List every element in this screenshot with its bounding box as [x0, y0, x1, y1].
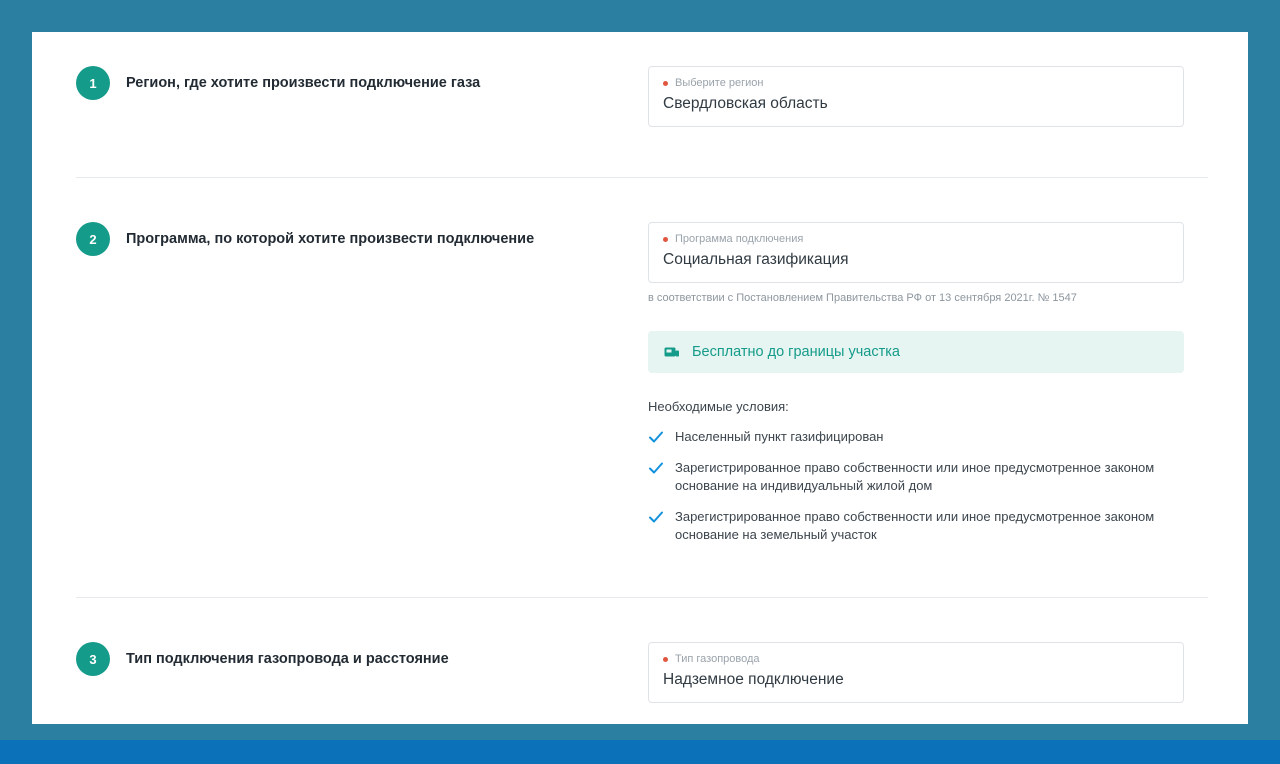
- pipe-type-select-value: Надземное подключение: [663, 671, 844, 688]
- program-select-value: Социальная газификация: [663, 251, 849, 268]
- step-region-content: [648, 66, 1208, 127]
- step-region-header: [76, 66, 648, 100]
- step-pipe-type: [32, 642, 1248, 703]
- condition-text: Зарегистрированное право собственности или иное предусмотренное законом основание на земельный участок: [675, 509, 1155, 542]
- check-icon: [648, 460, 664, 476]
- gas-free-icon: [664, 346, 680, 359]
- step-pipe-type-header: [76, 642, 648, 676]
- step-program-header: [76, 222, 648, 256]
- program-select-label: [663, 233, 1169, 245]
- gap-4: [32, 598, 1248, 642]
- region-select[interactable]: [648, 66, 1184, 127]
- step-pipe-type-content: [648, 642, 1208, 703]
- gap-3: [32, 557, 1248, 597]
- step-number-badge: 1: [76, 66, 110, 100]
- region-select-label-text: Выберите регион: [675, 77, 764, 89]
- condition-text: Населенный пункт газифицирован: [675, 429, 884, 444]
- step-program-content: [648, 222, 1208, 557]
- condition-item: [648, 459, 1188, 495]
- card-top-spacer: [32, 32, 1248, 66]
- pipe-type-select[interactable]: [648, 642, 1184, 703]
- bottom-strip: [0, 740, 1280, 764]
- step-number-badge: 3: [76, 642, 110, 676]
- region-select-label: [663, 77, 1169, 89]
- free-connection-banner: [648, 331, 1184, 373]
- step-title: Тип подключения газопровода и расстояние: [126, 651, 449, 667]
- pipe-type-select-label: [663, 653, 1169, 665]
- form-card: [32, 32, 1248, 724]
- program-select[interactable]: [648, 222, 1184, 283]
- region-select-value: Свердловская область: [663, 95, 828, 112]
- step-region: [32, 66, 1248, 127]
- check-icon: [648, 429, 664, 445]
- required-dot-icon: [663, 81, 668, 86]
- step-title: Регион, где хотите произвести подключение газа: [126, 75, 481, 91]
- step-number-badge: 2: [76, 222, 110, 256]
- step-program: [32, 222, 1248, 557]
- condition-item: [648, 508, 1188, 544]
- free-connection-banner-text: Бесплатно до границы участка: [692, 344, 900, 360]
- condition-text: Зарегистрированное право собственности или иное предусмотренное законом основание на индивидуальный жилой дом: [675, 460, 1155, 493]
- pipe-type-select-label-text: Тип газопровода: [675, 653, 760, 665]
- gap-2: [32, 178, 1248, 222]
- required-dot-icon: [663, 237, 668, 242]
- step-title: Программа, по которой хотите произвести подключение: [126, 231, 535, 247]
- gap-1: [32, 127, 1248, 177]
- check-icon: [648, 509, 664, 525]
- program-select-label-text: Программа подключения: [675, 233, 804, 245]
- required-dot-icon: [663, 657, 668, 662]
- conditions-title: Необходимые условия:: [648, 399, 789, 414]
- program-legal-note: в соответствии с Постановлением Правительства РФ от 13 сентября 2021г. № 1547: [648, 292, 1077, 304]
- condition-item: [648, 428, 1188, 446]
